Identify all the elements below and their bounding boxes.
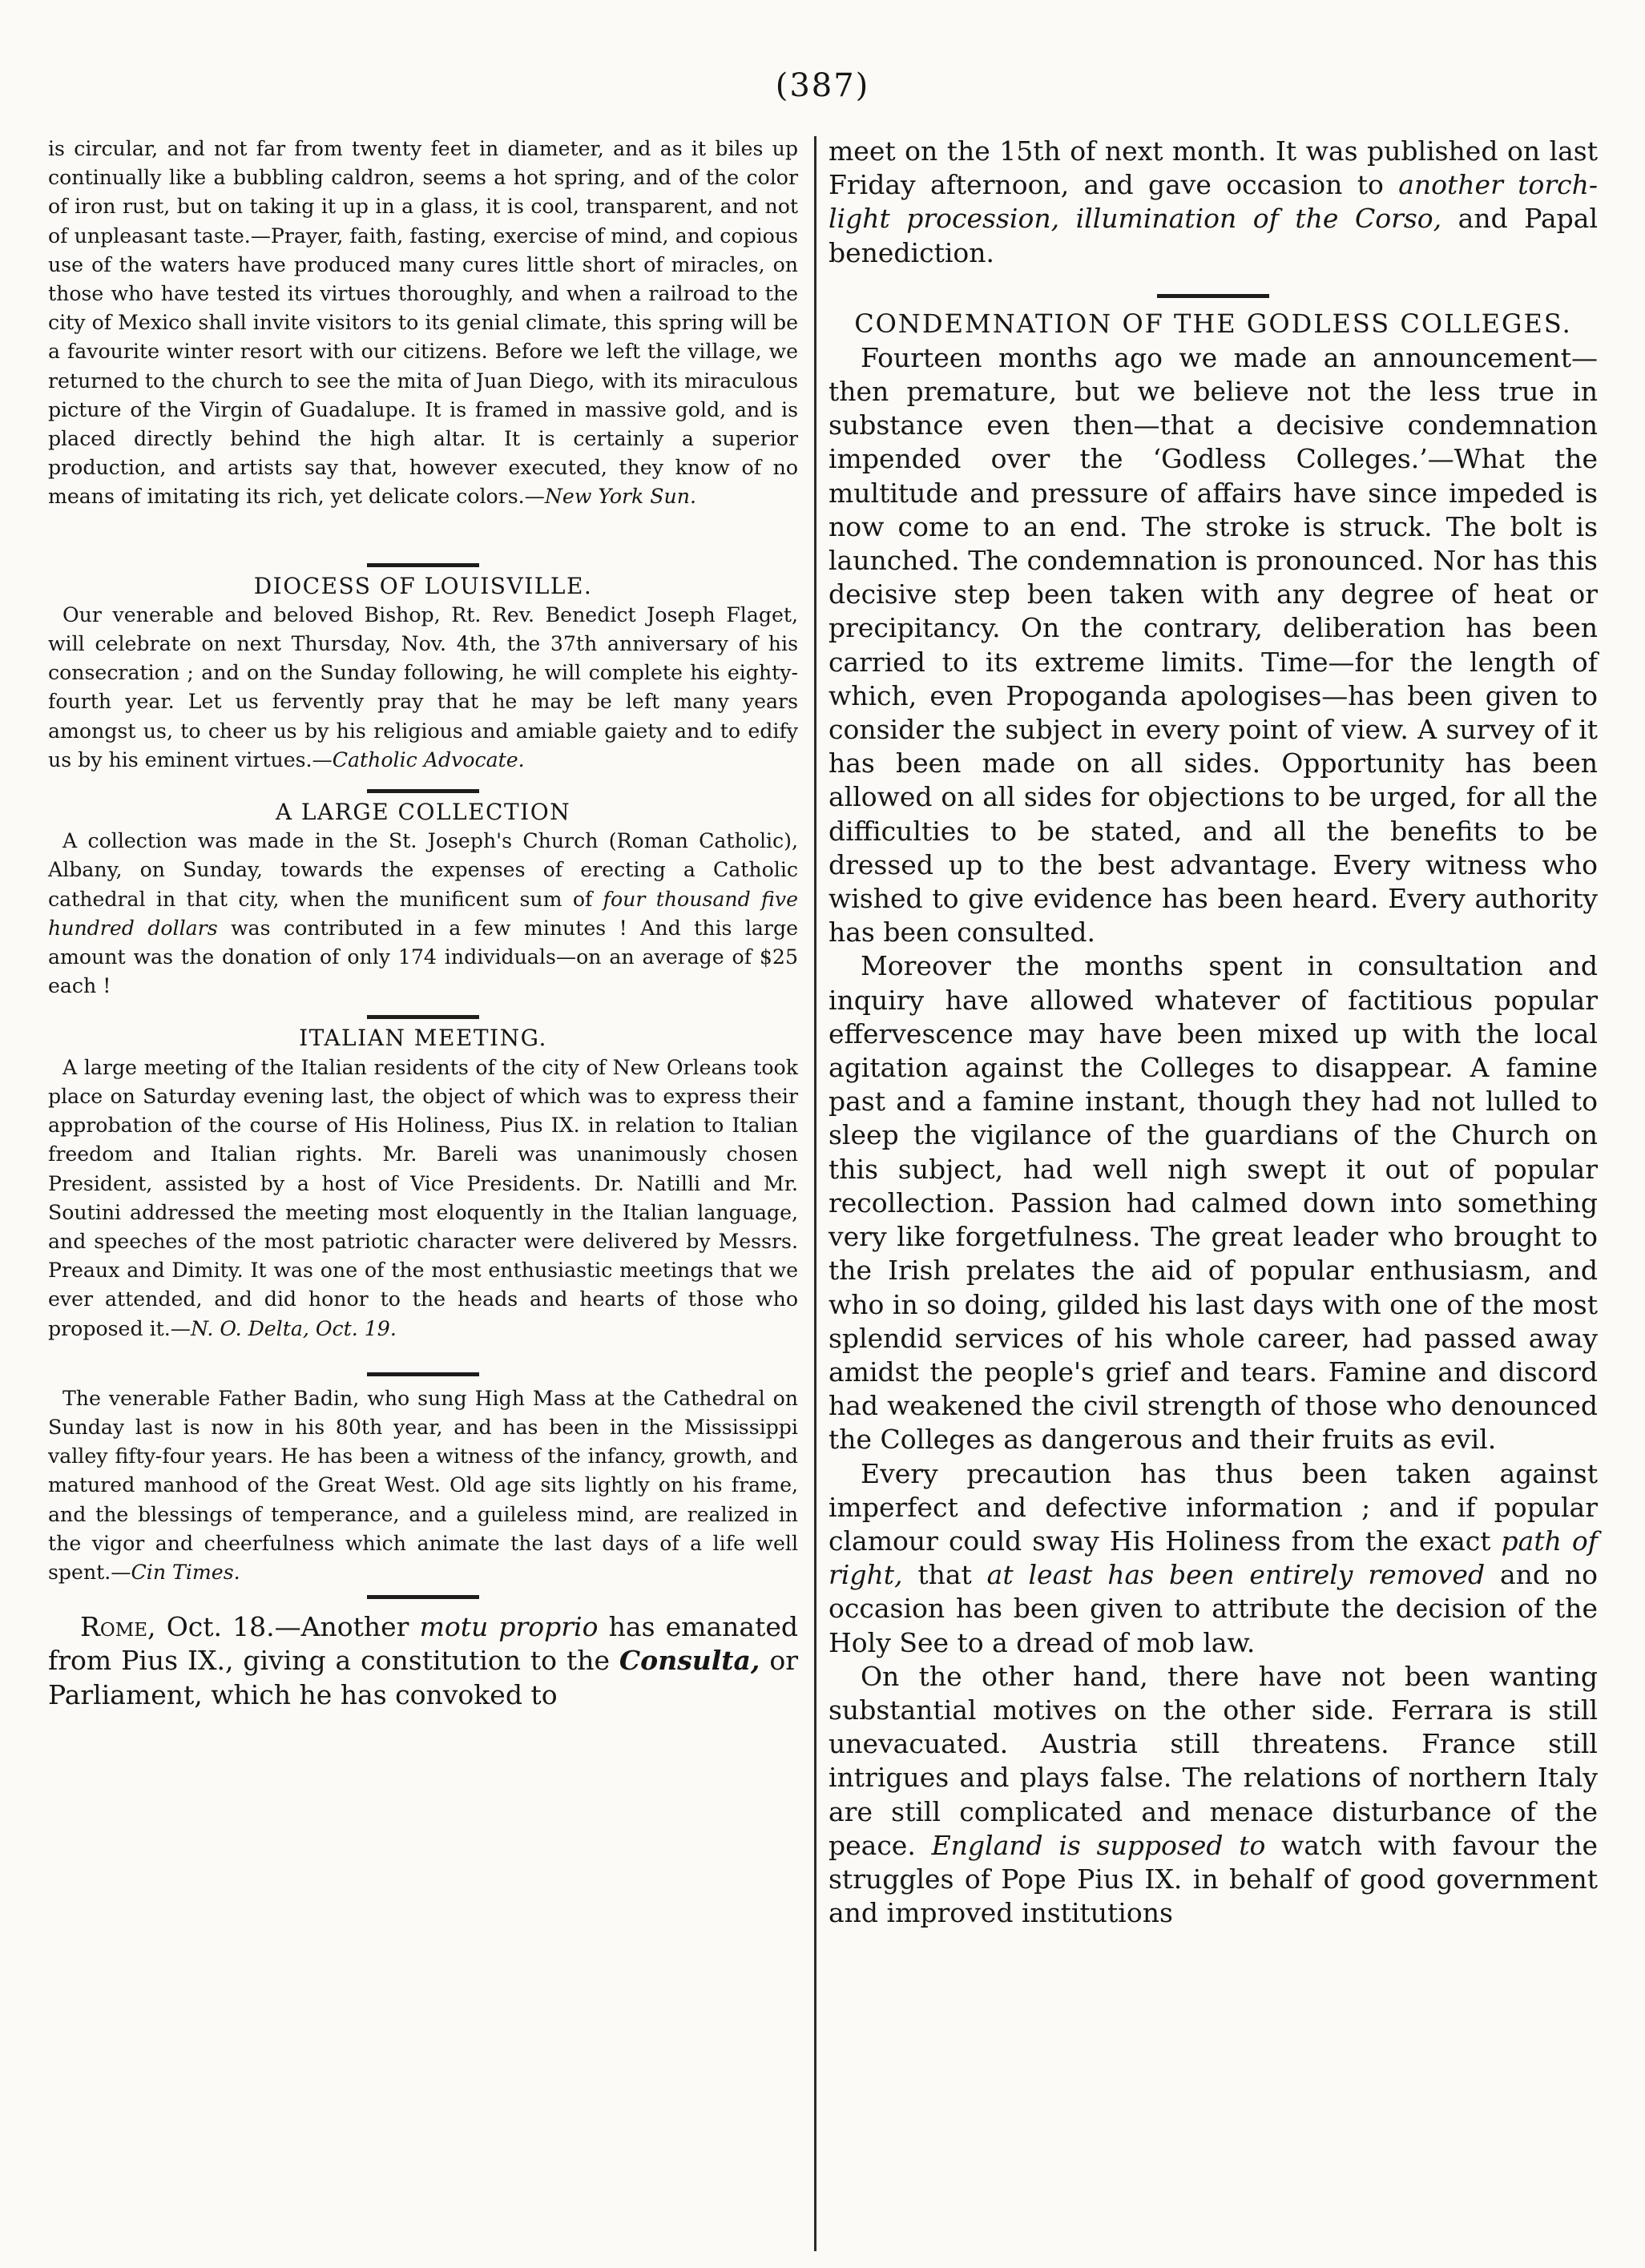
separator-rule: [367, 563, 479, 567]
cond-p3-italic-2: at least has been entirely removed: [986, 1559, 1486, 1591]
condemnation-paragraph-4: [829, 1660, 1598, 1931]
collection-text-a: A collection was made in the St. Joseph's Church (Roman Catholic), Albany, on Sunday, towards the expenses of erecting a Catholic cathedral in that city, when the munificent sum of: [48, 829, 798, 911]
rome-consulta: Consulta,: [619, 1645, 760, 1677]
italian-article: [48, 1053, 798, 1343]
louisville-heading: DIOCESS OF LOUISVILLE.: [253, 572, 593, 599]
rome-cont-text-b: and Papal benediction.: [829, 203, 1598, 268]
cond-p3-c: and no occasion has been given to attribute the decision of the Holy See to a dread of mob law.: [829, 1559, 1599, 1658]
badin-article-text: The venerable Father Badin, who sung High Mass at the Cathedral on Sunday last is now in his 80th year, and has been in the Mississippi valley fifty-four years. He has been a witness of the infancy, growth, and matured manhood of the Great West. Old age sits lightly on his frame, and the blessings of temperance, and a guileless mind, are realized in the vigor and cheerfulness which animate the last days of a life well spent.—: [48, 1386, 798, 1584]
cond-p3-a: Every precaution has thus been taken against imperfect and defective information ; and if popular clamour could sway His Holiness from the exact: [829, 1457, 1598, 1557]
rome-continuation: [829, 135, 1598, 270]
italian-article-text: A large meeting of the Italian residents of the city of New Orleans took place on Saturday evening last, the object of which was to express their approbation of the course of His Holiness, Pius IX. in relation to Italian freedom and Italian rights. Mr. Bareli was unanimously chosen President, assisted by a host of Vice Presidents. Dr. Natilli and Mr. Soutini addressed the meeting most eloquently in the Italian language, and speeches of the most patriotic character were delivered by Messrs. Preaux and Dimity. It was one of the most enthusiastic meetings that we ever attended, and did honor to the heads and hearts of those who proposed it.—: [48, 1055, 798, 1340]
column-divider: [814, 136, 816, 2251]
collection-article: [48, 827, 798, 1001]
condemnation-heading: CONDEMNATION OF THE GODLESS COLLEGES.: [854, 308, 1572, 339]
rome-lead: Rome: [80, 1611, 148, 1643]
separator-rule: [367, 789, 479, 793]
louisville-article-text: Our venerable and beloved Bishop, Rt. Rev. Benedict Joseph Flaget, will celebrate on next Thursday, Nov. 4th, the 37th anniversary of his consecration ; and on the Sunday following, he will complete his eighty-fourth year. Let us fervently pray that he may be left many years amongst us, to cheer us by his religious and amiable gaiety and to edify us by his eminent virtues.—: [48, 602, 798, 771]
mexico-article: [48, 135, 798, 512]
left-column: [48, 135, 798, 1712]
collection-amount: four thousand five hundred dollars: [48, 887, 798, 940]
rome-date: , Oct. 18.—: [147, 1611, 301, 1643]
italian-heading: ITALIAN MEETING.: [299, 1025, 547, 1052]
condemnation-paragraph-1: Fourteen months ago we made an announcement—then premature, but we believe not the less true in substance even then—that a decisive condemnation impended over the ‘Godless Colleges.’—What the multitude and pressure of affairs have since impeded is now come to an end. The stroke is struck. The bolt is launched. The condemnation is pronounced. Nor has this decisive step been taken with any degree of heat or precipitancy. On the contrary, deliberation has been carried to its extreme limits. Time—for the length of which, even Propoganda apologises—has been given to consider the subject in every point of view. A survey of it has been made on all sides. Opportunity has been allowed on all sides for objections to be urged, for all the difficulties to be stated, and all the benefits to be dressed up to the best advantage. Every witness who wished to give evidence has been heard. Every authority has been consulted.: [829, 341, 1598, 949]
rome-text-b: has emanated from Pius IX., giving a constitution to the: [48, 1611, 798, 1677]
rome-article: [48, 1610, 798, 1712]
condemnation-paragraph-2: Moreover the months spent in consultation and inquiry have allowed whatever of factitious popular effervescence may have been mixed up with the local agitation against the Colleges to disappear. A famine past and a famine instant, though they had not lulled to sleep the vigilance of the guardians of the Church on this subject, had well nigh swept it out of popular recollection. Passion had calmed down into something very like forgetfulness. The great leader who brought to the Irish prelates the aid of popular enthusiasm, and who in so doing, gilded his last days with one of the most splendid services of his whole career, had passed away amidst the people's grief and tears. Famine and discord had weakened the civil strength of those who denounced the Colleges as dangerous and their fruits as evil.: [829, 950, 1598, 1456]
separator-rule: [367, 1595, 479, 1599]
cond-p4-italic: England is supposed to: [931, 1829, 1266, 1861]
collection-heading: A LARGE COLLECTION: [275, 799, 571, 826]
italian-article-source: N. O. Delta, Oct. 19.: [190, 1316, 397, 1340]
mexico-article-source: New York Sun.: [544, 485, 697, 509]
mexico-article-text: is circular, and not far from twenty feet in diameter, and as it biles up continually like a bubbling caldron, seems a hot spring, and of the color of iron rust, but on taking it up in a glass, it is cool, transparent, and not of unpleasant taste.—Prayer, faith, fasting, exercise of mind, and copious use of the waters have produced many cures little short of miracles, on those who have tested its virtues thoroughly, and when a railroad to the city of Mexico shall invite visitors to its genial climate, this spring will be a favourite winter resort with our citizens. Before we left the village, we returned to the church to see the mita of Juan Diego, with its miraculous picture of the Virgin of Guadalupe. It is framed in massive gold, and is placed directly behind the high altar. It is certainly a superior production, and artists say that, however executed, they know of no means of imitating its rich, yet delicate colors.—: [48, 137, 798, 509]
cond-p3-b: that: [902, 1559, 987, 1591]
louisville-article-source: Catholic Advocate.: [332, 747, 525, 771]
right-column: [829, 135, 1598, 1930]
cond-p4-a: On the other hand, there have not been wanting substantial motives on the other side. Ferrara is still unevacuated. Austria still threatens. France still intrigues and plays false. The relations of northern Italy are still complicated and menace disturbance of the peace.: [829, 1660, 1598, 1861]
condemnation-paragraph-3: [829, 1457, 1598, 1660]
badin-article: [48, 1384, 798, 1587]
cond-p4-b: watch with favour the struggles of Pope Pius IX. in behalf of good government and improved institutions: [829, 1829, 1598, 1929]
badin-article-source: Cin Times.: [131, 1560, 240, 1584]
rome-motu: motu proprio: [419, 1611, 599, 1643]
louisville-article: [48, 601, 798, 775]
collection-text-b: was contributed in a few minutes ! And this large amount was the donation of only 174 individuals—on an average of $25 each !: [48, 916, 798, 998]
page-number: (387): [775, 67, 870, 104]
rome-cont-text-a: meet on the 15th of next month. It was published on last Friday afternoon, and gave occasion to: [829, 135, 1598, 201]
rome-cont-italic: another torch-light procession, illumination of the Corso,: [829, 169, 1598, 235]
cond-p3-italic-1: path of right,: [829, 1525, 1598, 1591]
separator-rule: [367, 1015, 479, 1019]
rome-text-c: or Parliament, which he has convoked to: [48, 1645, 798, 1710]
rome-text-a: Another: [300, 1611, 420, 1643]
